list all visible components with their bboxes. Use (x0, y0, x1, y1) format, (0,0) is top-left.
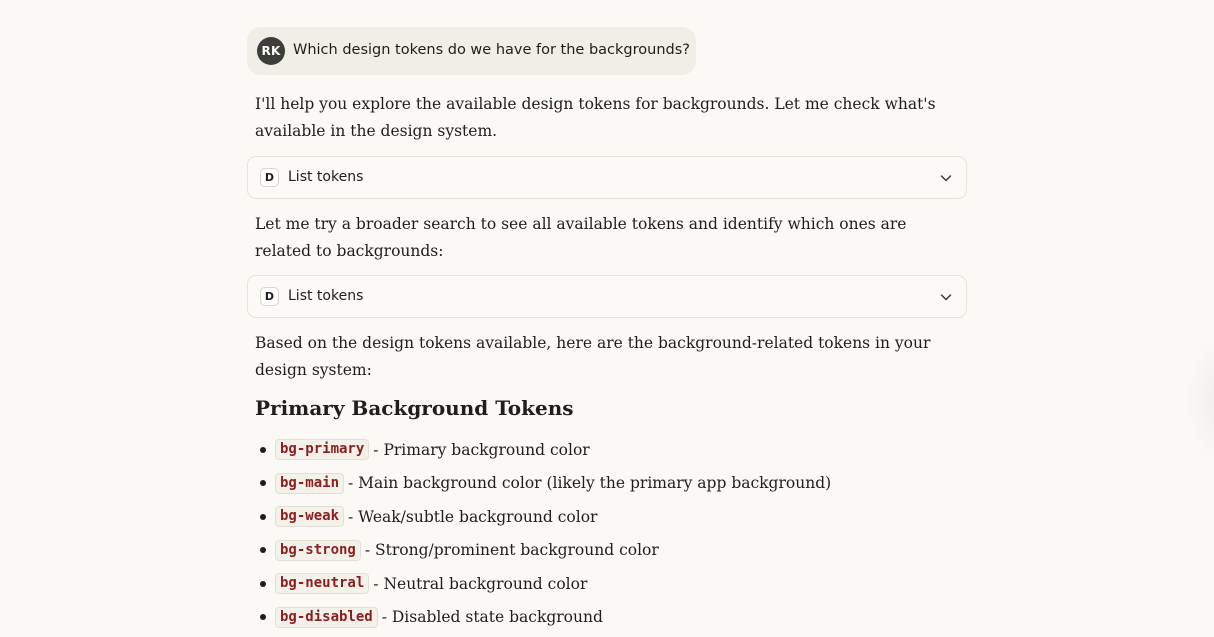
bullet-icon (260, 480, 266, 486)
list-item (255, 467, 831, 501)
bullet-icon (260, 614, 266, 620)
tool-badge: D (260, 287, 279, 306)
token-description: - Disabled state background (381, 608, 603, 627)
token-code: bg-main (275, 473, 344, 494)
user-message (247, 27, 696, 75)
tool-badge: D (260, 168, 279, 187)
user-message-text: Which design tokens do we have for the backgrounds? (293, 42, 690, 58)
side-shadow (1184, 330, 1214, 470)
token-description: - Main background color (likely the primary app background) (348, 474, 832, 493)
list-item (255, 500, 831, 534)
token-code: bg-neutral (275, 573, 369, 594)
list-item (255, 433, 831, 467)
avatar: RK (257, 37, 285, 65)
token-list (255, 433, 831, 634)
chevron-down-icon[interactable] (939, 290, 953, 304)
bullet-icon (260, 447, 266, 453)
token-code: bg-weak (275, 506, 344, 527)
tool-call-list-tokens-1[interactable] (247, 156, 967, 199)
token-description: - Primary background color (373, 440, 590, 459)
bullet-icon (260, 514, 266, 520)
token-code: bg-strong (275, 540, 361, 561)
list-item (255, 601, 831, 635)
token-description: - Strong/prominent background color (364, 541, 659, 560)
assistant-summary: Based on the design tokens available, here are the background-related tokens in your design system: (255, 334, 931, 379)
token-code: bg-primary (275, 439, 369, 460)
token-description: - Neutral background color (373, 574, 588, 593)
section-heading: Primary Background Tokens (255, 396, 574, 420)
bullet-icon (260, 581, 266, 587)
tool-call-list-tokens-2[interactable] (247, 275, 967, 318)
list-item (255, 567, 831, 601)
tool-label: List tokens (288, 169, 364, 185)
token-description: - Weak/subtle background color (348, 507, 598, 526)
chevron-down-icon[interactable] (939, 171, 953, 185)
bullet-icon (260, 547, 266, 553)
assistant-intro: I'll help you explore the available design tokens for backgrounds. Let me check what's available in the design system. (255, 95, 936, 140)
assistant-followup: Let me try a broader search to see all available tokens and identify which ones are related to backgrounds: (255, 215, 907, 260)
list-item (255, 534, 831, 568)
tool-label: List tokens (288, 288, 364, 304)
token-code: bg-disabled (275, 607, 378, 628)
